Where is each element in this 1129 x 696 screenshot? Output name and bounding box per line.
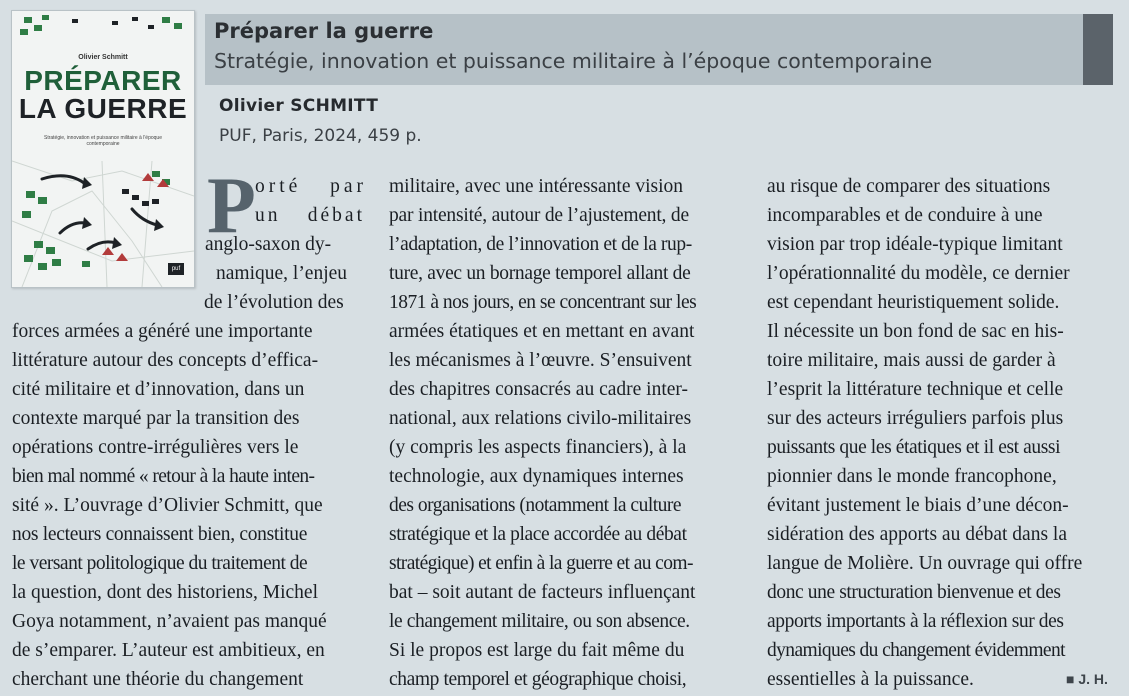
col2-line: par intensité, autour de l’ajustement, de [389,205,689,226]
col1-line: opérations contre-irrégulières vers le [12,437,299,458]
book-subtitle: Stratégie, innovation et puissance militaire à l’époque contemporaine [214,49,933,73]
cover-title-line1: PRÉPARER [24,65,182,96]
col1-line: de l’évolution des [204,292,344,313]
col1-line: le versant politologique du traitement de [12,553,308,574]
col3-line: essentielles à la puissance. [767,669,974,690]
col1-line: sité ». L’ouvrage d’Olivier Schmitt, que [12,495,323,516]
col2-line: des organisations (notamment la culture [389,495,682,516]
col3-line: incomparables et de conduire à une [767,205,1043,226]
col3-line: au risque de comparer des situations [767,176,1051,197]
col2-line: des chapitres consacrés au cadre inter- [389,379,688,400]
col1-line: namique, l’enjeu [216,263,348,284]
cover-subtitle: Stratégie, innovation et puissance militaire à l'époque contemporaine [44,135,162,147]
col2-line: 1871 à nos jours, en se concentrant sur les [389,292,697,313]
col3-line: Il nécessite un bon fond de sac en his- [767,321,1064,342]
col2-line: Si le propos est large du fait même du [389,640,685,661]
col3-line: apports importants à la réflexion sur des [767,611,1064,632]
col3-line: dynamiques du changement évidemment [767,640,1065,661]
cover-author: Olivier Schmitt [78,54,128,61]
col1-line: orté par [255,176,367,197]
col3-line: toire militaire, mais aussi de garder à [767,350,1056,371]
col3-line: évitant justement le biais d’une décon- [767,495,1069,516]
col2-line: stratégique) et enfin à la guerre et au com- [389,553,693,574]
book-title: Préparer la guerre [214,19,434,43]
col1-line: bien mal nommé « retour à la haute inten- [12,466,315,487]
col2-line: stratégique et la place accordée au débat [389,524,687,545]
reviewer-signature: ■ J. H. [1066,671,1108,687]
col1-line: de s’emparer. L’auteur est ambitieux, en [12,640,325,661]
col2-line: (y compris les aspects financiers), à la [389,437,687,458]
col2-line: ture, avec un bornage temporel allant de [389,263,691,284]
col3-line: l’opérationnalité du modèle, ce dernier [767,263,1070,284]
col3-line: puissants que les étatiques et il est aussi [767,437,1061,458]
col3-line: sidération des apports au débat dans la [767,524,1067,545]
col2-line: technologie, aux dynamiques internes [389,466,684,487]
col2-line: armées étatiques et en mettant en avant [389,321,695,342]
cover-title-line2: LA GUERRE [18,93,188,124]
col1-line: forces armées a généré une importante [12,321,313,342]
col1-line: nos lecteurs connaissent bien, constitue [12,524,308,545]
col2-line: bat – soit autant de facteurs influençant [389,582,696,603]
col2-line: le changement militaire, ou son absence. [389,611,690,632]
book-author: Olivier SCHMITT [219,96,379,116]
col2-line: champ temporel et géographique choisi, [389,669,687,690]
col2-line: l’adaptation, de l’innovation et de la rup- [389,234,692,255]
col1-line: la question, dont des historiens, Michel [12,582,319,603]
col3-line: langue de Molière. Un ouvrage qui offre [767,553,1083,574]
col1-line: Goya notamment, n’avaient pas manqué [12,611,327,632]
col3-line: donc une structuration bienvenue et des [767,582,1061,603]
publisher-logo: puf [168,263,184,275]
cover-title [12,67,194,123]
col1-line: anglo-saxon dy- [205,234,332,255]
book-cover [11,10,195,288]
col2-line: les mécanismes à l’œuvre. S’ensuivent [389,350,692,371]
col1-line: contexte marqué par la transition des [12,408,300,429]
drop-cap: P [207,162,256,250]
col1-line: cherchant une théorie du changement [12,669,304,690]
col3-line: l’esprit la littérature technique et celle [767,379,1064,400]
col2-line: national, aux relations civilo-militaires [389,408,692,429]
col1-line: littérature autour des concepts d’effica- [12,350,319,371]
header-band-end [1083,14,1113,85]
col3-line: sur des acteurs irréguliers parfois plus [767,408,1064,429]
col2-line: militaire, avec une intéressante vision [389,176,684,197]
col1-line: cité militaire et d’innovation, dans un [12,379,305,400]
col1-line: un débat [255,205,365,226]
cover-illustration [12,11,194,287]
col3-line: vision par trop idéale-typique limitant [767,234,1063,255]
publication-info: PUF, Paris, 2024, 459 p. [219,126,422,146]
col3-line: est cependant heuristiquement solide. [767,292,1060,313]
col3-line: pionnier dans le monde francophone, [767,466,1057,487]
